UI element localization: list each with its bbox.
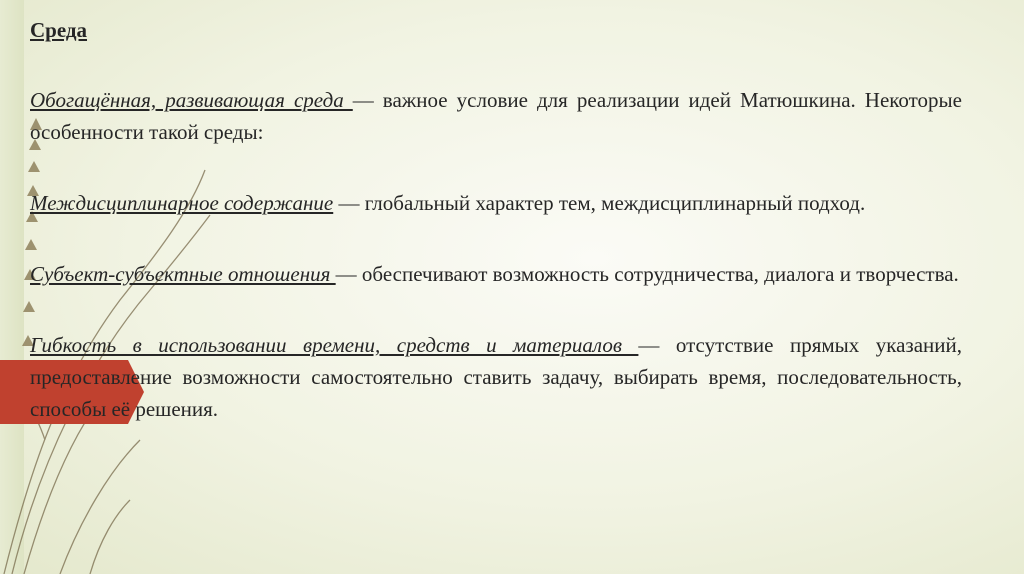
term-interdisciplinary: Междисциплинарное содержание: [30, 191, 334, 215]
term-subject-relations: Субъект-субъектные отношения: [30, 262, 336, 286]
slide-heading: Среда: [30, 18, 88, 42]
paragraph-flexibility: [30, 329, 962, 425]
text-enriched-environment: — важное условие для реализации идей Матюшкина. Некоторые особенности такой среды:: [30, 88, 962, 144]
text-interdisciplinary: — глобальный характер тем, междисциплинарный подход.: [333, 191, 866, 215]
paragraph-subject-relations: [30, 258, 962, 290]
text-subject-relations: — обеспечивают возможность сотрудничества, диалога и творчества.: [335, 262, 959, 286]
term-enriched-environment: Обогащённая, развивающая среда: [30, 88, 353, 112]
slide-content: [30, 14, 962, 464]
paragraph-interdisciplinary: [30, 187, 962, 219]
term-flexibility: Гибкость в использовании времени, средств и материалов: [30, 333, 639, 357]
paragraph-enriched-environment: [30, 84, 962, 148]
text-flexibility: — отсутствие прямых указаний, предоставление возможности самостоятельно ставить задачу, выбирать время, последовательность, способы её решения.: [30, 333, 962, 421]
